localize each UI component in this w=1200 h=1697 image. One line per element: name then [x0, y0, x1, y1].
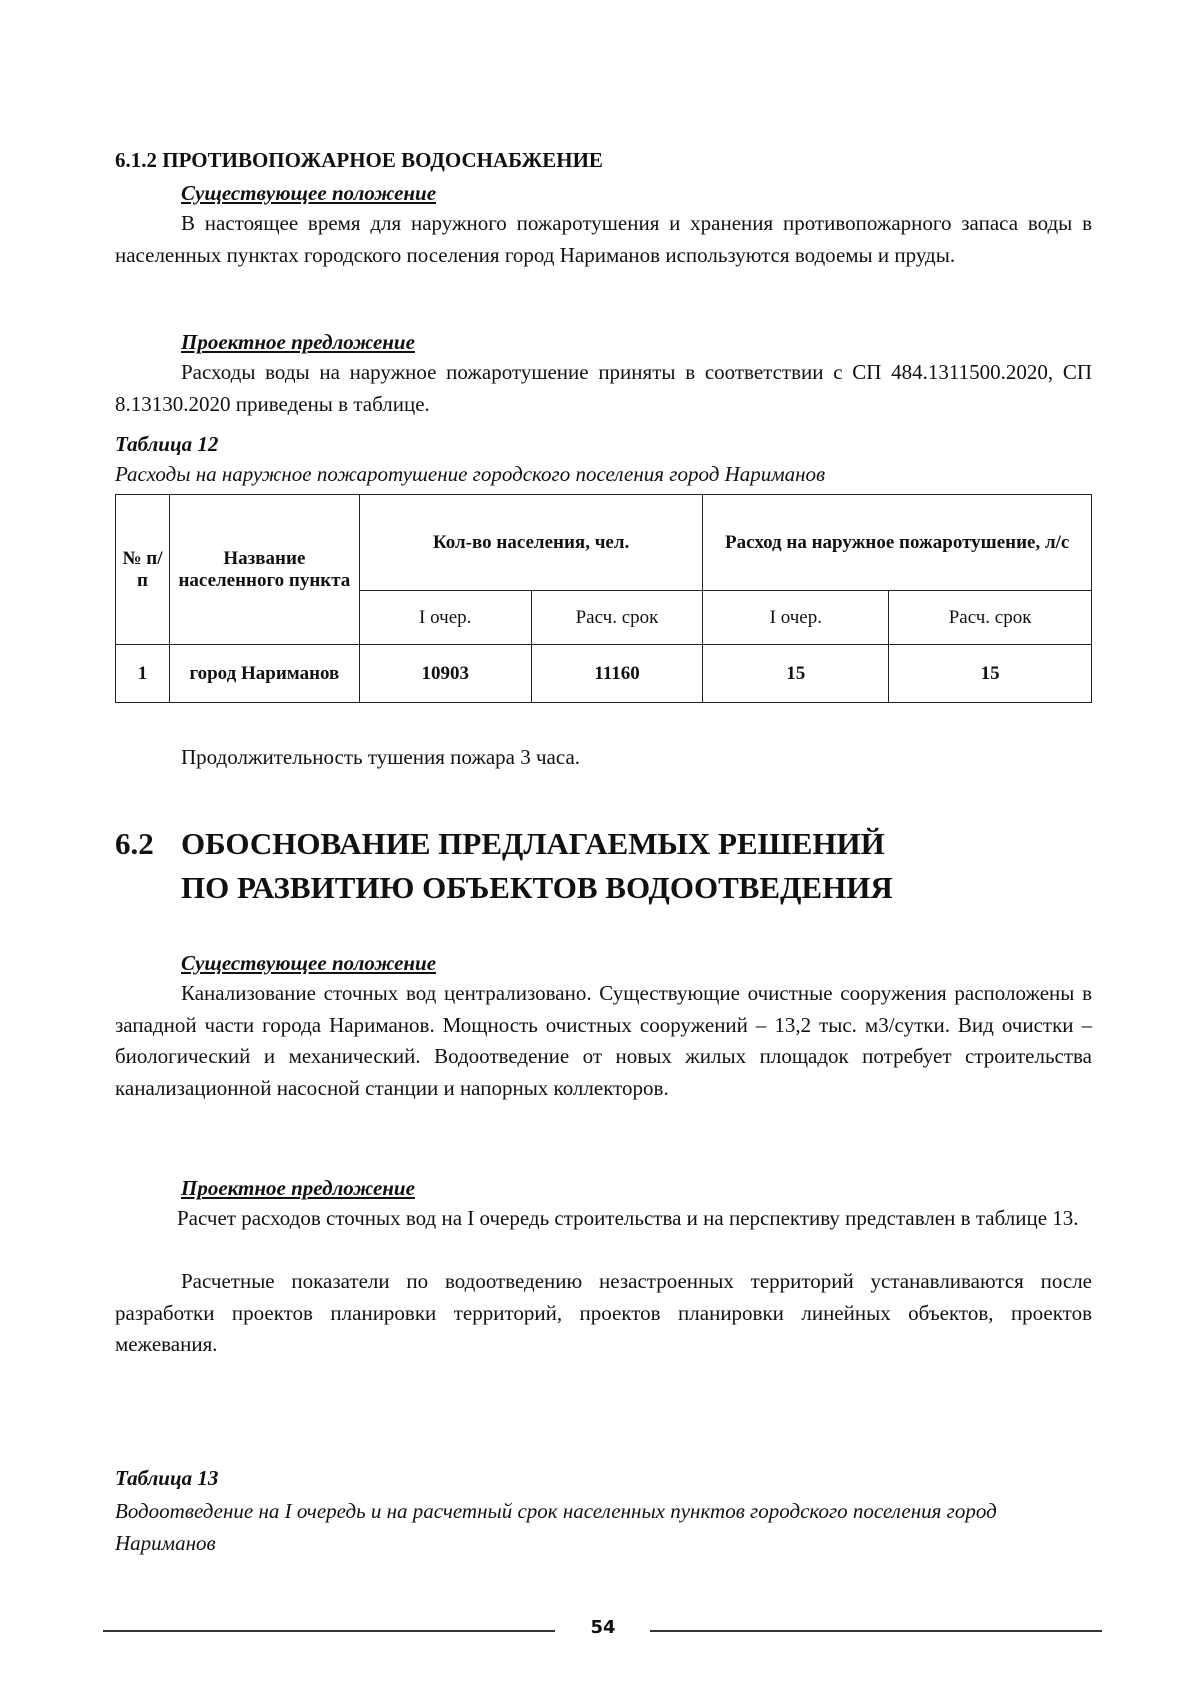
table-13-label: Таблица 13 [115, 1466, 219, 1490]
header-population: Кол-во населения, чел. [359, 495, 703, 591]
table-12-caption: Расходы на наружное пожаротушение городского поселения город Нариманов [115, 462, 826, 486]
footer-rule-left [103, 1630, 555, 1632]
table-12-label: Таблица 12 [115, 432, 219, 456]
cell-name: город Нариманов [169, 645, 359, 703]
existing-subheading-2-text: Существующее положение [181, 951, 437, 975]
cell-num: 1 [116, 645, 170, 703]
cell-pop-first: 10903 [359, 645, 531, 703]
header-num: № п/п [116, 495, 170, 645]
page-number: 54 [590, 1617, 616, 1638]
cell-rate-first: 15 [703, 645, 889, 703]
subheader-pop-first: I очер. [359, 591, 531, 645]
table-12-wrapper [115, 494, 1092, 703]
proposal-subheading-2 [181, 1176, 1158, 1201]
cell-rate-calc: 15 [889, 645, 1092, 703]
header-name: Название населенного пункта [169, 495, 359, 645]
proposal-subheading-2-text: Проектное предложение [181, 1176, 415, 1200]
sewerage-existing-paragraph: Канализование сточных вод централизовано. Существующие очистные сооружения расположены в западной части города Нариманов. Мощность очистных сооружений – 13,2 тыс. м3/сутки. Вид очистки – биологический и механический. Водоотведение от новых жилых площадок потребует строительства канализационной насосной станции и напорных коллекторов. [115, 981, 1092, 1100]
table-13-caption: Водоотведение на I очередь и на расчетный срок населенных пунктов городского поселения город Нариманов [115, 1499, 997, 1555]
fire-water-table [115, 494, 1092, 703]
subheader-rate-calc: Расч. срок [889, 591, 1092, 645]
existing-subheading-2 [181, 951, 1158, 976]
duration-paragraph: Продолжительность тушения пожара 3 часа. [181, 745, 581, 769]
existing-subheading-text: Существующее положение [181, 181, 437, 205]
section-title [181, 822, 1081, 910]
proposal-paragraph: Расходы воды на наружное пожаротушение приняты в соответствии с СП 484.1311500.2020, СП 8.13130.2020 приведены в таблице. [115, 360, 1092, 416]
proposal-subheading [181, 330, 1158, 355]
cell-pop-calc: 11160 [531, 645, 703, 703]
subheader-rate-first: I очер. [703, 591, 889, 645]
footer-rule-right [650, 1630, 1102, 1632]
section-number: 6.2 [115, 826, 154, 861]
section-title-line-2: ПО РАЗВИТИЮ ОБЪЕКТОВ ВОДООТВЕДЕНИЯ [181, 870, 893, 905]
table-row [116, 645, 1092, 703]
subheader-pop-calc: Расч. срок [531, 591, 703, 645]
proposal-subheading-text: Проектное предложение [181, 330, 415, 354]
existing-paragraph: В настоящее время для наружного пожаротушения и хранения противопожарного запаса воды в населенных пунктах городского поселения город Нариманов используются водоемы и пруды. [115, 211, 1092, 267]
header-fire-rate: Расход на наружное пожаротушение, л/с [703, 495, 1092, 591]
section-heading-6-1-2: 6.1.2 ПРОТИВОПОЖАРНОЕ ВОДОСНАБЖЕНИЕ [115, 148, 603, 172]
sewerage-proposal-paragraph-1: Расчет расходов сточных вод на I очередь строительства и на перспективу представлен в таблице 13. [177, 1206, 1079, 1230]
section-title-line-1: ОБОСНОВАНИЕ ПРЕДЛАГАЕМЫХ РЕШЕНИЙ [181, 826, 885, 861]
existing-subheading [181, 181, 1158, 206]
sewerage-proposal-paragraph-2: Расчетные показатели по водоотведению незастроенных территорий устанавливаются после разработки проектов планировки территорий, проектов планировки линейных объектов, проектов межевания. [115, 1269, 1092, 1356]
